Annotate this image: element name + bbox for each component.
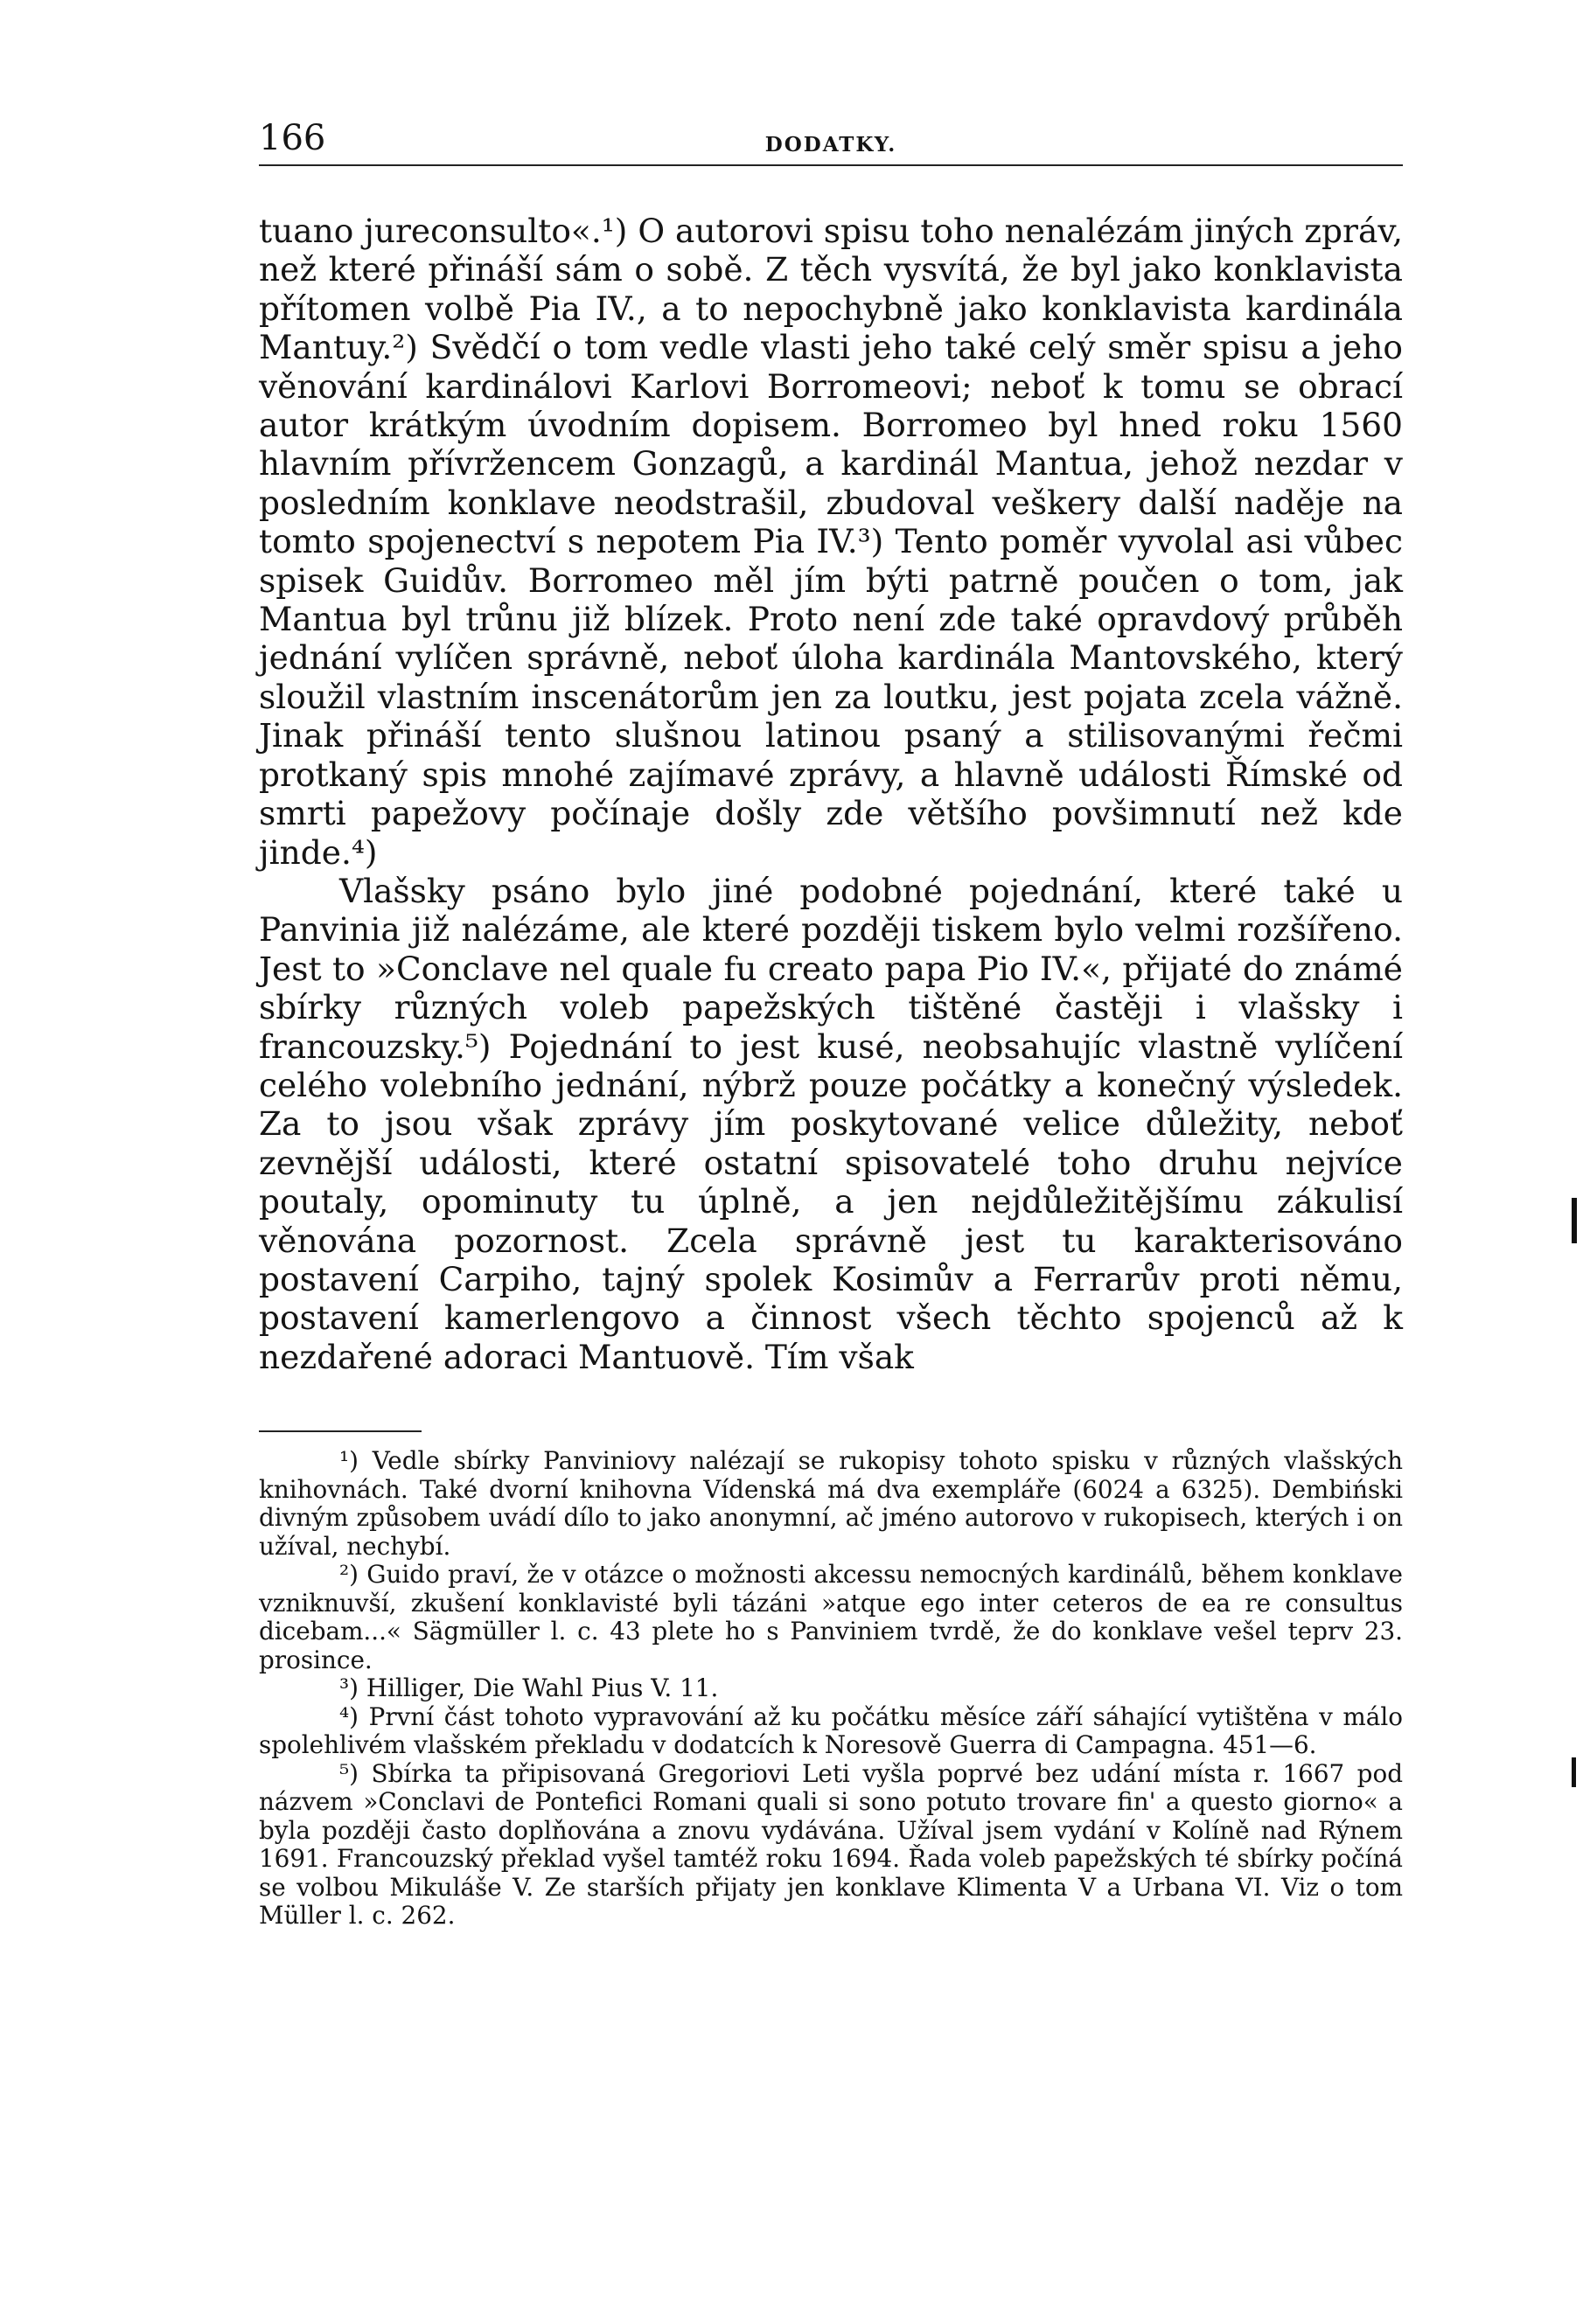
- footnote-5: ⁵) Sbírka ta připisovaná Gregoriovi Leti vyšla poprvé bez udání místa r. 1667 pod názvem »Conclavi de Pontefici Romani quali si sono potuto trovare fin' a questo giorno« a byla později často doplňována a znovu vydávána. Užíval jsem vydání v Kolíně nad Rýnem 1691. Francouzský překlad vyšel tamtéž roku 1694. Řada voleb papežských té sbírky počíná se volbou Mikuláše V. Ze starších přijaty jen konklave Klimenta V a Urbana VI. Viz o tom Müller l. c. 262.: [259, 1758, 1403, 1930]
- scan-edge-mark: [1572, 1198, 1577, 1243]
- paragraph-1: tuano jureconsulto«.¹) O autorovi spisu toho nenalézám jiných zpráv, než které přináší sám o sobě. Z těch vysvítá, že byl jako konklavista přítomen volbě Pia IV., a to nepochybně jako konklavista kardinála Mantuy.²) Svědčí o tom vedle vlasti jeho také celý směr spisu a jeho věnování kardinálovi Karlovi Borromeovi; neboť k tomu se obrací autor krátkým úvodním dopisem. Borromeo byl hned roku 1560 hlavním přívržencem Gonzagů, a kardinál Mantua, jehož nezdar v posledním konklave neodstrašil, zbudoval veškery další naděje na tomto spojenectví s nepotem Pia IV.³) Tento poměr vyvolal asi vůbec spisek Guidův. Borromeo měl jím býti patrně poučen o tom, jak Mantua byl trůnu již blízek. Proto není zde také opravdový průběh jednání vylíčen správně, neboť úloha kardinála Mantovského, který sloužil vlastním inscenátorům jen za loutku, jest pojata zcela vážně. Jinak přináší tento slušnou latinou psaný a stilisovanými řečmi protkaný spis mnohé zajímavé zprávy, a hlavně události Římské od smrti papežovy počínaje došly zde většího povšimnutí než kde jinde.⁴): [259, 212, 1403, 872]
- running-head: DODATKY.: [764, 133, 897, 157]
- footnote-3: ³) Hilliger, Die Wahl Pius V. 11.: [339, 1673, 719, 1702]
- main-text: [259, 212, 1403, 1409]
- page-header: [259, 112, 1403, 166]
- footnote-2: ²) Guido praví, že v otázce o možnosti akcessu nemocných kardinálů, během konklave vzniknuvší, zkušení konklavisté byli tázáni »atque ego inter ceteros de ea re consultus dicebam...« Sägmüller l. c. 43 plete ho s Panviniem tvrdě, že do konklave vešel teprv 23. prosince.: [259, 1560, 1403, 1674]
- footnote-1: ¹) Vedle sbírky Panviniovy nalézají se rukopisy tohoto spisku v různých vlašských knihovnách. Také dvorní knihovna Vídenská má dva exempláře (6024 a 6325). Dembiński divným způsobem uvádí dílo to jako anonymní, ač jméno autorovo v rukopisech, kterých i on užíval, nechybí.: [259, 1446, 1403, 1561]
- page-number: 166: [259, 118, 326, 158]
- footnote-4: ⁴) První část tohoto vypravování až ku počátku měsíce září sáhající vytištěna v málo spolehlivém vlašském překladu v dodatcích k Noresově Guerra di Campagna. 451—6.: [259, 1701, 1403, 1759]
- scan-edge-mark: [1572, 1757, 1576, 1787]
- footnote-separator: [259, 1430, 422, 1432]
- paragraph-2: Vlašsky psáno bylo jiné podobné pojednání, které také u Panvinia již nalézáme, ale které později tiskem bylo velmi rozšířeno. Jest to »Conclave nel quale fu creato papa Pio IV.«, přijaté do známé sbírky různých voleb papežských tištěné častěji i vlašsky i francouzsky.⁵) Pojednání to jest kusé, neobsahujíc vlastně vylíčení celého volebního jednání, nýbrž pouze počátky a konečný výsledek. Za to jsou však zprávy jím poskytované velice důležity, neboť zevnější události, které ostatní spisovatelé toho druhu nejvíce poutaly, opominuty tu úplně, a jen nejdůležitějšímu zákulisí věnována pozornost. Zcela správně jest tu karakterisováno postavení Carpiho, tajný spolek Kosimův a Ferrarův proti němu, postavení kamerlengovo a činnost všech těchto spojenců až k nezdařené adoraci Mantuově. Tím však: [259, 871, 1403, 1376]
- footnotes: [259, 1447, 1403, 2059]
